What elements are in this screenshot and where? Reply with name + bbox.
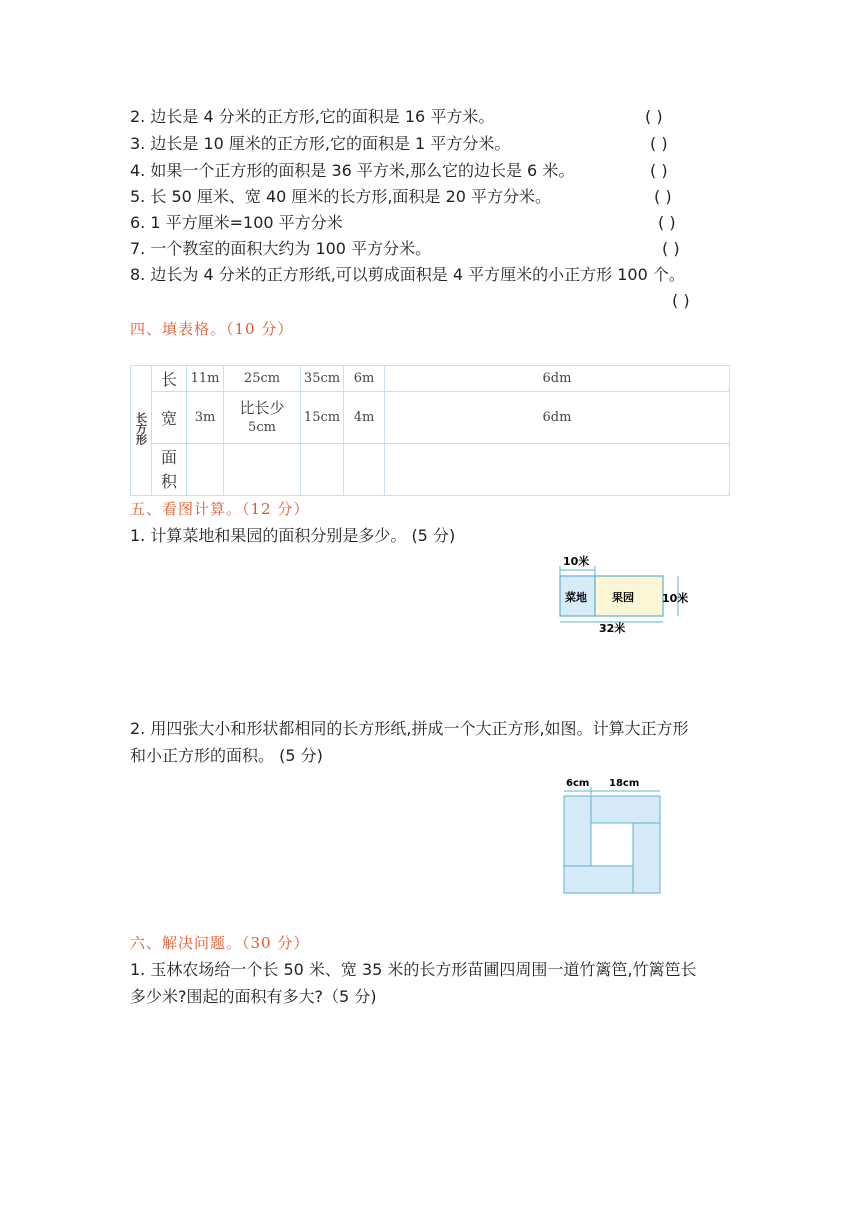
table-cell: 11m xyxy=(187,366,224,392)
answer-cell[interactable] xyxy=(385,444,730,496)
row-label-wide: 宽 xyxy=(152,392,187,444)
side-label: 长方形 xyxy=(131,366,152,496)
question-6-1-line1: 1. 玉林农场给一个长 50 米、宽 35 米的长方形苗圃四周围一道竹篱笆,竹篱笆长 xyxy=(130,960,697,979)
judge-item-8: 8. 边长为 4 分米的正方形纸,可以剪成面积是 4 平方厘米的小正方形 100 个。 xyxy=(130,265,685,284)
orchard-label: 果园 xyxy=(612,591,634,604)
dim-label: 6cm xyxy=(566,778,590,789)
question-6-1-line2: 多少米?围起的面积有多大?（5 分) xyxy=(130,987,377,1006)
question-5-2-line2: 和小正方形的面积。 (5 分) xyxy=(130,746,323,765)
dim-label: 32米 xyxy=(599,622,626,635)
cell-text: 5cm xyxy=(248,419,276,435)
section-5-title: 五、看图计算。（12 分） xyxy=(130,500,310,518)
answer-paren[interactable]: ( ) xyxy=(645,107,663,126)
dim-label: 10米 xyxy=(563,555,590,568)
dim-label: 18cm xyxy=(609,778,640,789)
answer-cell[interactable] xyxy=(344,444,385,496)
table-cell: 35cm xyxy=(301,366,344,392)
judge-item-6: 6. 1 平方厘米=100 平方分米 xyxy=(130,213,343,232)
question-5-2-line1: 2. 用四张大小和形状都相同的长方形纸,拼成一个大正方形,如图。计算大正方形 xyxy=(130,719,689,738)
answer-paren[interactable]: ( ) xyxy=(658,213,676,232)
fill-table xyxy=(130,365,730,496)
table-cell: 4m xyxy=(344,392,385,444)
row-label-area: 面 积 xyxy=(152,444,187,496)
judge-item-7: 7. 一个教室的面积大约为 100 平方分米。 xyxy=(130,239,432,258)
section-6-title: 六、解决问题。（30 分） xyxy=(130,934,310,952)
table-cell: 3m xyxy=(187,392,224,444)
question-5-1: 1. 计算菜地和果园的面积分别是多少。 (5 分) xyxy=(130,526,456,545)
judge-item-5: 5. 长 50 厘米、宽 40 厘米的长方形,面积是 20 平方分米。 xyxy=(130,187,552,206)
answer-cell[interactable] xyxy=(301,444,344,496)
square-figure xyxy=(556,774,671,896)
judge-item-4: 4. 如果一个正方形的面积是 36 平方米,那么它的边长是 6 米。 xyxy=(130,161,575,180)
dim-label: 10米 xyxy=(662,592,689,605)
answer-paren[interactable]: ( ) xyxy=(654,187,672,206)
answer-cell[interactable] xyxy=(187,444,224,496)
table-cell: 6dm xyxy=(385,366,730,392)
table-cell: 15cm xyxy=(301,392,344,444)
table-cell xyxy=(224,392,301,444)
table-cell: 25cm xyxy=(224,366,301,392)
section-4-title: 四、填表格。（10 分） xyxy=(130,320,294,338)
cell-text: 比长少 xyxy=(239,398,285,417)
answer-cell[interactable] xyxy=(224,444,301,496)
garden-figure xyxy=(550,550,700,635)
judge-item-3: 3. 边长是 10 厘米的正方形,它的面积是 1 平方分米。 xyxy=(130,134,511,153)
answer-paren[interactable]: ( ) xyxy=(650,134,668,153)
answer-paren[interactable]: ( ) xyxy=(650,161,668,180)
table-cell: 6dm xyxy=(385,392,730,444)
row-label-long: 长 xyxy=(152,366,187,392)
judge-item-2: 2. 边长是 4 分米的正方形,它的面积是 16 平方米。 xyxy=(130,107,495,126)
answer-paren[interactable]: ( ) xyxy=(662,239,680,258)
table-cell: 6m xyxy=(344,366,385,392)
veg-label: 菜地 xyxy=(565,591,587,604)
answer-paren[interactable]: ( ) xyxy=(672,291,690,310)
